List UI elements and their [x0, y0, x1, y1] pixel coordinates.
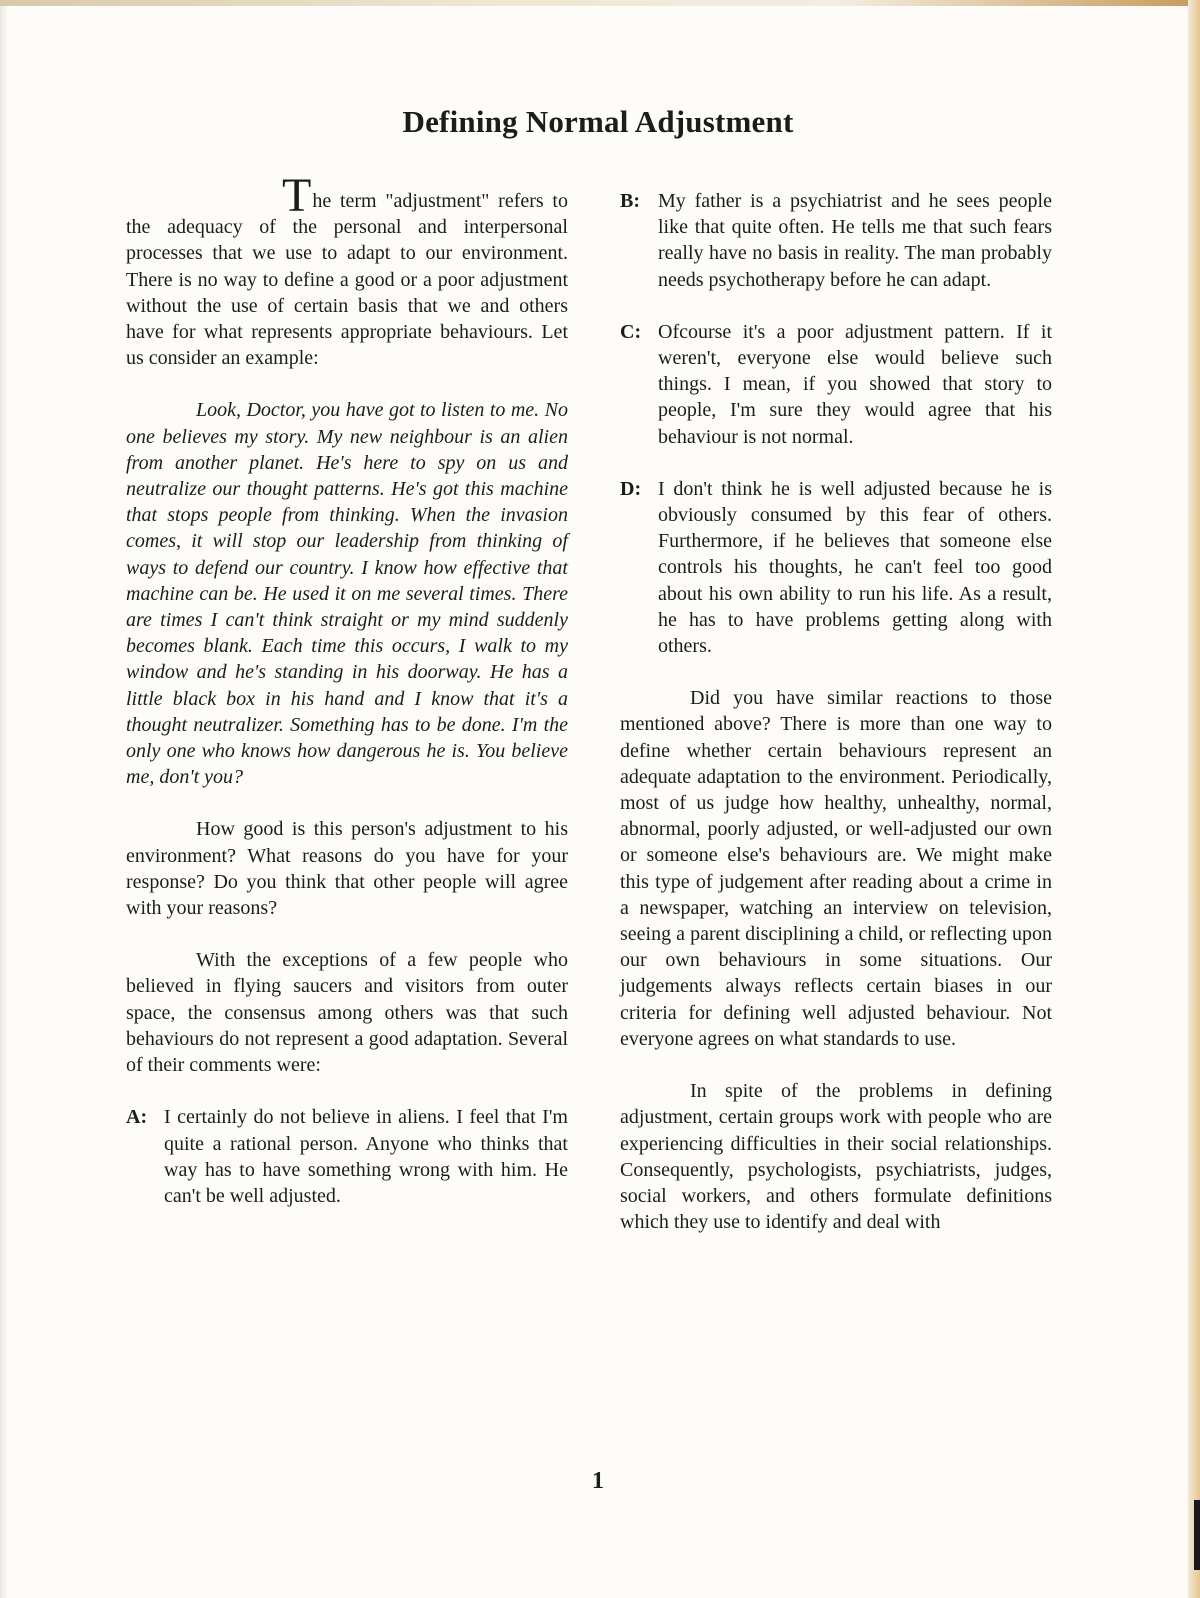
- book-page: [8, 0, 1188, 1598]
- comment-b: [620, 188, 1052, 293]
- intro-text: he term "adjustment" refers to the adequacy of the personal and interpersonal processes that we use to adapt to our environment. There is no way to define a good or a poor adjustment without the use of certain basis that we and others have for what represents appropriate behaviours. Let us consider an example:: [126, 190, 568, 370]
- comment-label: D:: [620, 477, 642, 500]
- page-right-edge: [1188, 0, 1200, 1598]
- comment-text: I don't think he is well adjusted because he is obviously consumed by this fear of others. Furthermore, if he believes that someone else controls his thoughts, he can't feel too good about his own ability to run his life. As a result, he has to have problems getting along with others.: [658, 477, 1052, 658]
- spite-paragraph: In spite of the problems in defining adjustment, certain groups work with people who are experiencing difficulties in their social relationships. Consequently, psychologists, psychiatrists, judges, social workers, and others formulate definitions which they use to identify and deal with: [620, 1080, 1052, 1234]
- comment-text: I certainly do not believe in aliens. I feel that I'm quite a rational person. Anyone who thinks that way has to have something wrong with him. He can't be well adjusted.: [164, 1106, 568, 1207]
- questions-paragraph: How good is this person's adjustment to his environment? What reasons do you have for your response? Do you think that other people will agree with your reasons?: [126, 818, 568, 920]
- comment-a: [126, 1104, 568, 1209]
- left-column: [126, 169, 568, 1209]
- page-right-shadow: [1194, 1500, 1200, 1570]
- consensus-paragraph: With the exceptions of a few people who believed in flying saucers and visitors from outer space, the consensus among others was that such behaviours do not represent a good adaptation. Several of their comments were:: [126, 949, 568, 1077]
- reactions-paragraph: Did you have similar reactions to those mentioned above? There is more than one way to define whether certain behaviours represent an adequate adaptation to the environment. Periodically, most of us judge how healthy, unhealthy, normal, abnormal, poorly adjusted, or well-adjusted our own or someone else's behaviours are. We might make this type of judgement after reading about a crime in a newspaper, watching an interview on television, seeing a parent disciplining a child, or reflecting upon our own behaviours in some situations. Our judgements always reflects certain biases in our criteria for defining well adjusted behaviour. Not everyone agrees on what standards to use.: [620, 687, 1052, 1050]
- comment-label: A:: [126, 1106, 148, 1129]
- comment-c: [620, 319, 1052, 450]
- page-number: 1: [592, 1468, 604, 1494]
- right-column: [620, 188, 1052, 1235]
- page-top-edge: [0, 0, 1200, 6]
- patient-quote: Look, Doctor, you have got to listen to me. No one believes my story. My new neighbour is an alien from another planet. He's here to spy on us and neutralize our thought patterns. He's got this machine that stops people from thinking. When the invasion comes, it will stop our leadership from thinking of ways to defend our country. I know how effective that machine can be. He used it on me several times. There are times I can't think straight or my mind suddenly becomes blank. Each time this occurs, I walk to my window and he's standing in his doorway. He has a little black box in his hand and I know that it's a thought neutralizer. Something has to be done. I'm the only one who knows how dangerous he is. You believe me, don't you?: [126, 399, 568, 789]
- intro-paragraph: [126, 169, 568, 371]
- comment-d: [620, 476, 1052, 659]
- comment-label: C:: [620, 320, 642, 343]
- comment-text: My father is a psychiatrist and he sees people like that quite often. He tells me that such fears really have no basis in reality. The man probably needs psychotherapy before he can adapt.: [658, 190, 1052, 291]
- drop-cap: T: [282, 169, 312, 222]
- page-left-edge: [0, 0, 8, 1598]
- page-title: Defining Normal Adjustment: [402, 104, 794, 139]
- comment-label: B:: [620, 190, 640, 212]
- comment-text: Ofcourse it's a poor adjustment pattern. If it weren't, everyone else would believe such things. I mean, if you showed that story to people, I'm sure they would agree that his behaviour is not normal.: [658, 320, 1052, 448]
